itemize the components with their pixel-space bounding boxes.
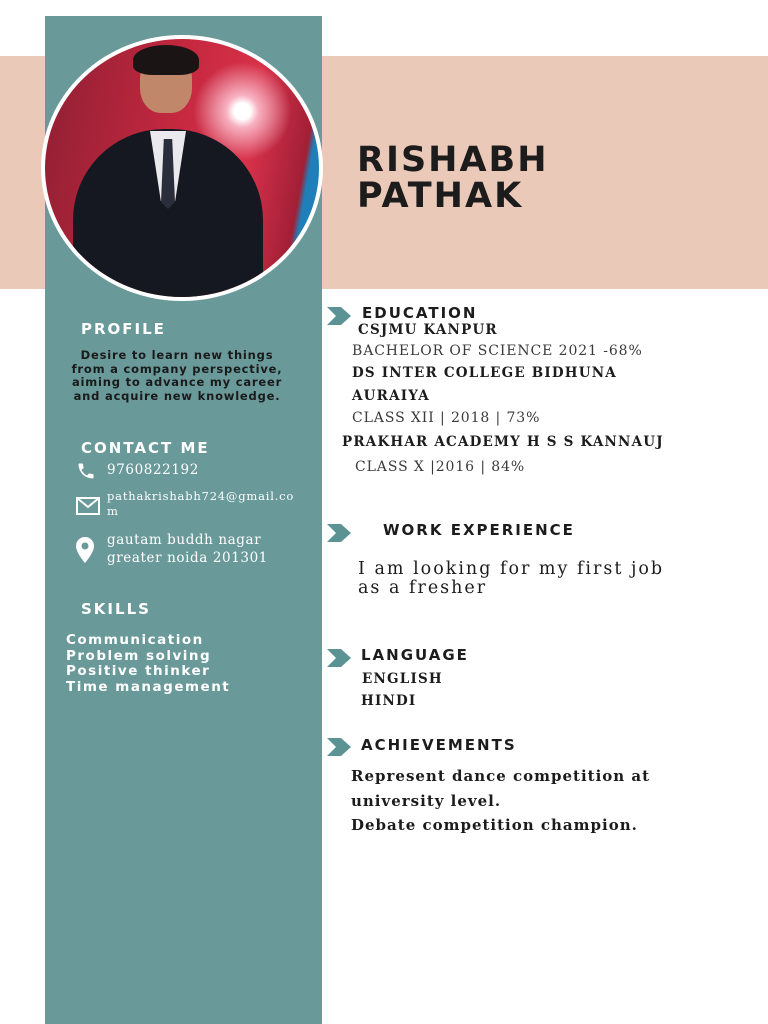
email-address[interactable]: pathakrishabh724@gmail.com bbox=[107, 489, 295, 518]
contact-email bbox=[76, 489, 302, 519]
skill-item: Time management bbox=[66, 678, 231, 695]
achievements-heading: ACHIEVEMENTS bbox=[361, 736, 517, 754]
candidate-name bbox=[357, 142, 549, 214]
chevron-arrow-icon bbox=[327, 649, 351, 667]
achievement-line: university level. bbox=[351, 791, 502, 810]
name-first: RISHABH bbox=[357, 140, 549, 180]
contact-heading: CONTACT ME bbox=[81, 439, 210, 457]
name-last: PATHAK bbox=[357, 176, 524, 216]
skills-list bbox=[66, 633, 230, 695]
work-text bbox=[358, 560, 664, 598]
profile-photo bbox=[41, 35, 323, 301]
work-heading: WORK EXPERIENCE bbox=[383, 521, 575, 539]
photo-hair bbox=[133, 45, 199, 75]
chevron-arrow-icon bbox=[327, 738, 351, 756]
edu-detail-1: BACHELOR OF SCIENCE 2021 -68% bbox=[352, 343, 643, 359]
address-line-1: gautam buddh nagar bbox=[107, 532, 262, 548]
chevron-arrow-icon bbox=[327, 524, 351, 542]
address-line-2: greater noida 201301 bbox=[107, 550, 268, 566]
contact-address bbox=[76, 531, 268, 567]
edu-detail-2: CLASS XII | 2018 | 73% bbox=[352, 410, 541, 426]
work-line-2: as a fresher bbox=[358, 578, 488, 598]
language-item: HINDI bbox=[361, 693, 417, 709]
profile-text: Desire to learn new things from a company perspective, aiming to advance my career and acquire new knowledge. bbox=[71, 348, 283, 403]
edu-school-2b: AURAIYA bbox=[352, 388, 430, 404]
edu-detail-3: CLASS X |2016 | 84% bbox=[355, 459, 526, 475]
work-line-1: I am looking for my first job bbox=[358, 559, 665, 579]
achievements-text bbox=[351, 764, 650, 838]
edu-school-3: PRAKHAR ACADEMY H S S KANNAUJ bbox=[342, 434, 664, 450]
skill-item: Problem solving bbox=[66, 647, 212, 664]
location-pin-icon bbox=[76, 537, 94, 563]
education-heading: EDUCATION bbox=[362, 304, 478, 322]
achievement-line: Represent dance competition at bbox=[351, 767, 651, 785]
skill-item: Positive thinker bbox=[66, 663, 211, 679]
skills-heading: SKILLS bbox=[81, 600, 151, 618]
profile-heading: PROFILE bbox=[81, 320, 166, 338]
edu-school-2a: DS INTER COLLEGE BIDHUNA bbox=[352, 365, 617, 381]
mail-icon bbox=[76, 497, 100, 515]
chevron-arrow-icon bbox=[327, 307, 351, 325]
edu-school-1: CSJMU KANPUR bbox=[358, 322, 498, 338]
phone-number: 9760822192 bbox=[107, 462, 199, 478]
language-item: ENGLISH bbox=[362, 671, 443, 687]
skill-item: Communication bbox=[66, 632, 204, 648]
phone-icon bbox=[76, 461, 96, 481]
language-heading: LANGUAGE bbox=[361, 646, 469, 664]
contact-phone bbox=[76, 461, 199, 481]
achievement-line: Debate competition champion. bbox=[351, 816, 638, 834]
